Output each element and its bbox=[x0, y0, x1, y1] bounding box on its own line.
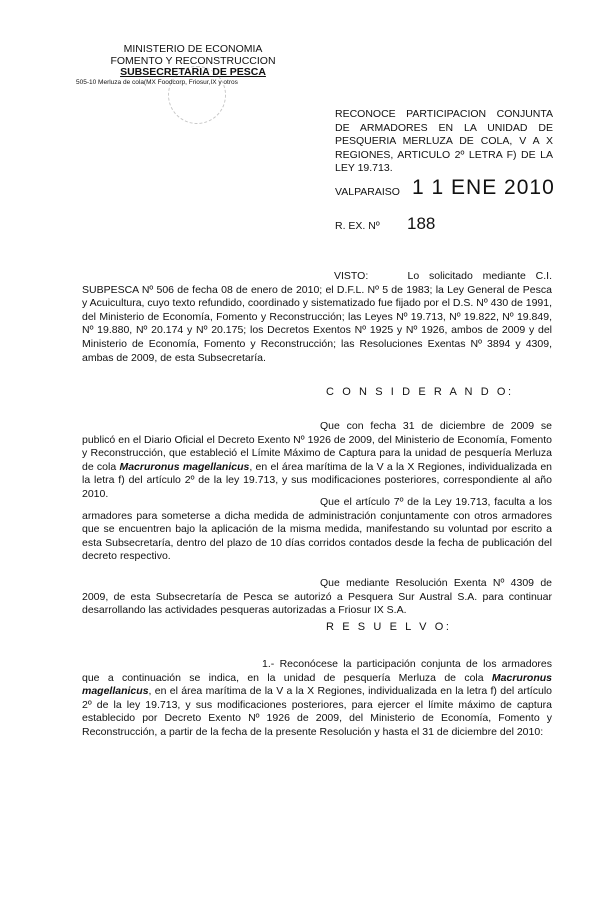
considerando-p2-text: Que el artículo 7º de la Ley 19.713, faculta a los armadores para someterse a dicha medida de administración conjuntamente con otros armadores que se encuentren bajo la aplicación de la misma medida, manifestando su voluntad por escrito a esta Subsecretaría, dentro del plazo de 10 días corridos contados desde la fecha de publicación del decreto respectivo. bbox=[82, 496, 552, 563]
resuelvo-p1-text-a: 1.- Reconócese la participación conjunta de los armadores que a continuación se indica, en la unidad de pesquería Merluza de cola bbox=[82, 658, 552, 684]
visto-label: VISTO: bbox=[334, 270, 369, 282]
considerando-p3-text: Que mediante Resolución Exenta Nº 4309 de 2009, de esta Subsecretaría de Pesca se autorizó a Pesquera Sur Austral S.A. para continuar desarrollando las actividades pesqueras autorizadas a Friosur IX S.A. bbox=[82, 577, 552, 617]
considerando-p1-species: Macruronus magellanicus bbox=[119, 460, 250, 473]
ministry-name: MINISTERIO DE ECONOMIA bbox=[123, 43, 263, 55]
resuelvo-heading: R E S U E L V O: bbox=[326, 621, 452, 633]
date-stamp: 1 1 ENE 2010 bbox=[412, 176, 555, 199]
resuelvo-p1-species: Macruronus magellanicus bbox=[82, 671, 552, 698]
subsecretaria-name: SUBSECRETARIA DE PESCA bbox=[120, 66, 266, 78]
visto-text: Lo solicitado mediante C.I. SUBPESCA Nº 506 de fecha 08 de enero de 2010; el D.F.L. Nº 5 de 1983; la Ley General de Pesca y Acuicultura, cuyo texto refundido, coordinado y sistematizado fue fijado por el D.S. Nº 430 de 1991, del Ministerio de Economía, Fomento y Reconstrucción; las Leyes Nº 19.713, Nº 19.822, Nº 19.849, Nº 19.880, Nº 20.174 y Nº 20.175; los Decretos Exentos Nº 1925 y Nº 1926, ambos de 2009 y del Ministerio de Economía, Fomento y Reconstrucción; las Resoluciones Exentas Nº 3894 y 4309, ambas de 2009, de esta Subsecretaría. bbox=[82, 270, 553, 364]
resolution-number-label: R. EX. Nº bbox=[335, 220, 380, 232]
file-reference: 505-10 Merluza de cola(MX Foodcorp, Friosur,IX y otros bbox=[76, 78, 238, 86]
resuelvo-p1-text-b: , en el área marítima de la V a la X Regiones, individualizada en la letra f) del artículo 2º de la ley 19.713, y sus modificaciones posteriores, para ejercer el límite máximo de captura establecido por Decreto Exento Nº 1926 de 2009, del Ministerio de Economía, Fomento y Reconstrucción, a partir de la fecha de la presente Resolución y hasta el 31 de diciembre del 2010: bbox=[82, 685, 552, 738]
considerando-paragraph-1 bbox=[82, 420, 552, 502]
considerando-p1-text-a: Que con fecha 31 de diciembre de 2009 se publicó en el Diario Oficial el Decreto Exento Nº 1926 de 2009, del Ministerio de Economía, Fomento y Reconstrucción, que estableció el Límite Máximo de Captura para la unidad de pesquería Merluza de cola bbox=[82, 420, 552, 473]
visto-section bbox=[82, 270, 552, 365]
considerando-paragraph-3 bbox=[82, 577, 552, 618]
considerando-paragraph-2 bbox=[82, 496, 552, 564]
resolution-number: 188 bbox=[407, 214, 436, 233]
considerando-p1-text-b: , en el área marítima de la V a la X Regiones, individualizada en la letra f) del artículo 2º de la ley 19.713, y sus modificaciones posteriores, correspondiente al año 2010. bbox=[82, 460, 553, 500]
considerando-heading: C O N S I D E R A N D O: bbox=[326, 386, 514, 398]
ministry-department: FOMENTO Y RECONSTRUCCION bbox=[110, 54, 276, 67]
place-label: VALPARAISO bbox=[335, 186, 400, 198]
resuelvo-paragraph-1 bbox=[82, 658, 552, 740]
resolution-title: RECONOCE PARTICIPACION CONJUNTA DE ARMADORES EN LA UNIDAD DE PESQUERIA MERLUZA DE COLA, V A X REGIONES, ARTICULO 2º LETRA F) DE LA LEY 19.713. bbox=[335, 108, 553, 174]
official-seal-icon bbox=[168, 66, 226, 124]
